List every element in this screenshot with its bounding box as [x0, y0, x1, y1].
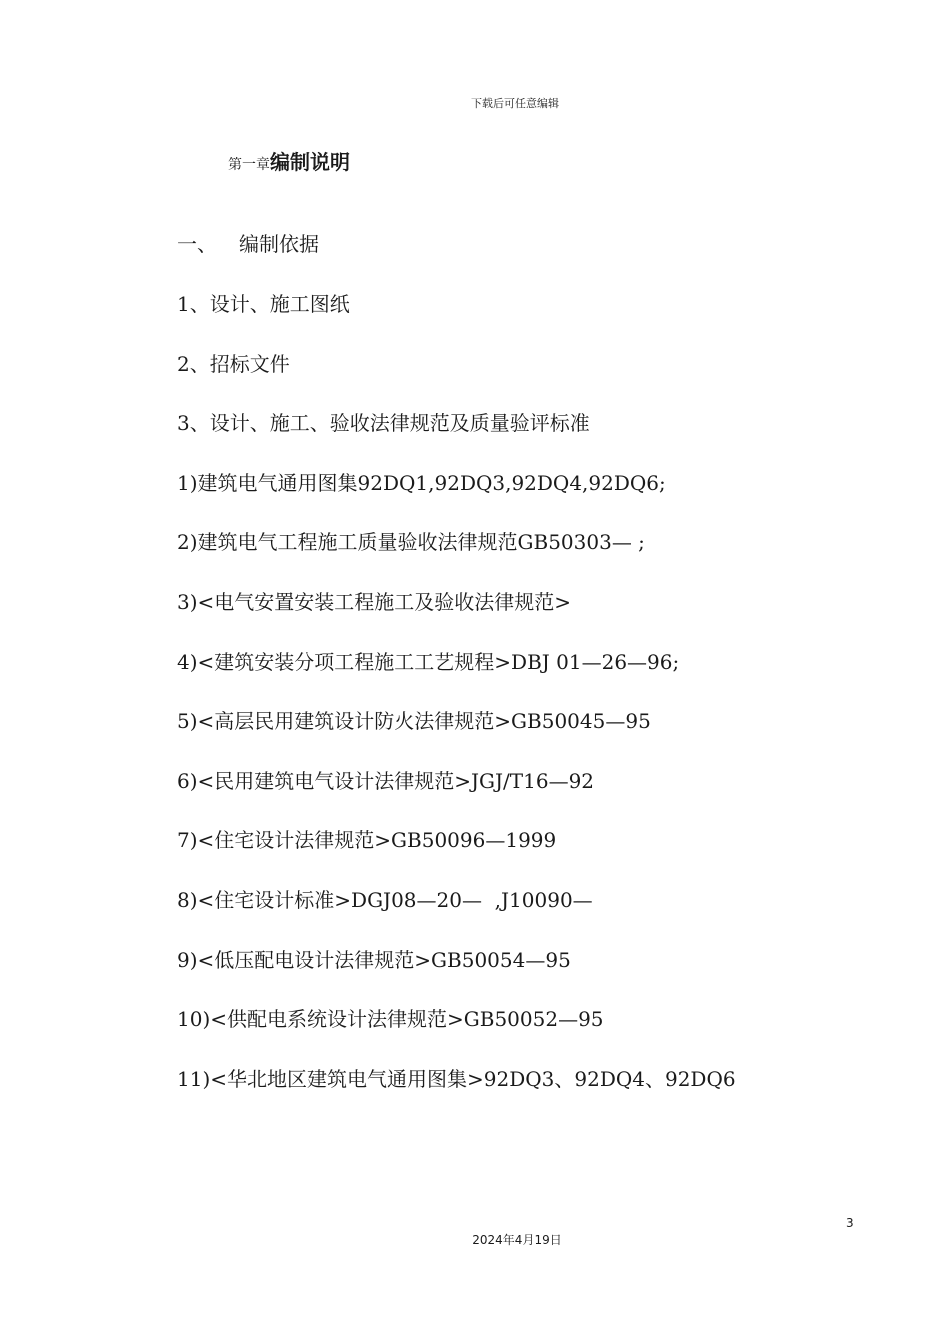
chapter-title: 编制说明	[270, 150, 350, 174]
section-marker: 一、	[177, 232, 217, 256]
list-item: 6)<民用建筑电气设计法律规范>JGJ/T16—92	[177, 768, 595, 793]
list-item: 10)<供配电系统设计法律规范>GB50052—95	[177, 1007, 604, 1032]
list-item: 1)建筑电气通用图集92DQ1,92DQ3,92DQ4,92DQ6;	[177, 470, 666, 495]
list-item: 3、设计、施工、验收法律规范及质量验评标准	[177, 411, 590, 436]
list-item: 5)<高层民用建筑设计防火法律规范>GB50045—95	[177, 709, 651, 734]
list-item: 4)<建筑安装分项工程施工工艺规程>DBJ 01—26—96;	[177, 649, 680, 674]
list-item: 1、设计、施工图纸	[177, 292, 350, 316]
header-note: 下载后可任意编辑	[471, 97, 559, 110]
list-item: 8)<住宅设计标准>DGJ08—20— ,J10090—	[177, 887, 593, 912]
chapter-heading	[228, 146, 350, 175]
section-heading	[177, 228, 319, 257]
list-item: 7)<住宅设计法律规范>GB50096—1999	[177, 828, 557, 853]
section-title: 编制依据	[239, 232, 319, 256]
list-item: 2)建筑电气工程施工质量验收法律规范GB50303— ;	[177, 530, 645, 555]
footer-date: 2024年4月19日	[472, 1233, 562, 1247]
chapter-number: 第一章	[228, 157, 270, 173]
list-item: 2、招标文件	[177, 351, 290, 376]
page-number: 3	[846, 1216, 854, 1230]
basis-list	[177, 288, 736, 1122]
list-item: 9)<低压配电设计法律规范>GB50054—95	[177, 947, 571, 972]
list-item: 11)<华北地区建筑电气通用图集>92DQ3、92DQ4、92DQ6	[177, 1066, 736, 1091]
list-item: 3)<电气安置安装工程施工及验收法律规范>	[177, 589, 572, 614]
